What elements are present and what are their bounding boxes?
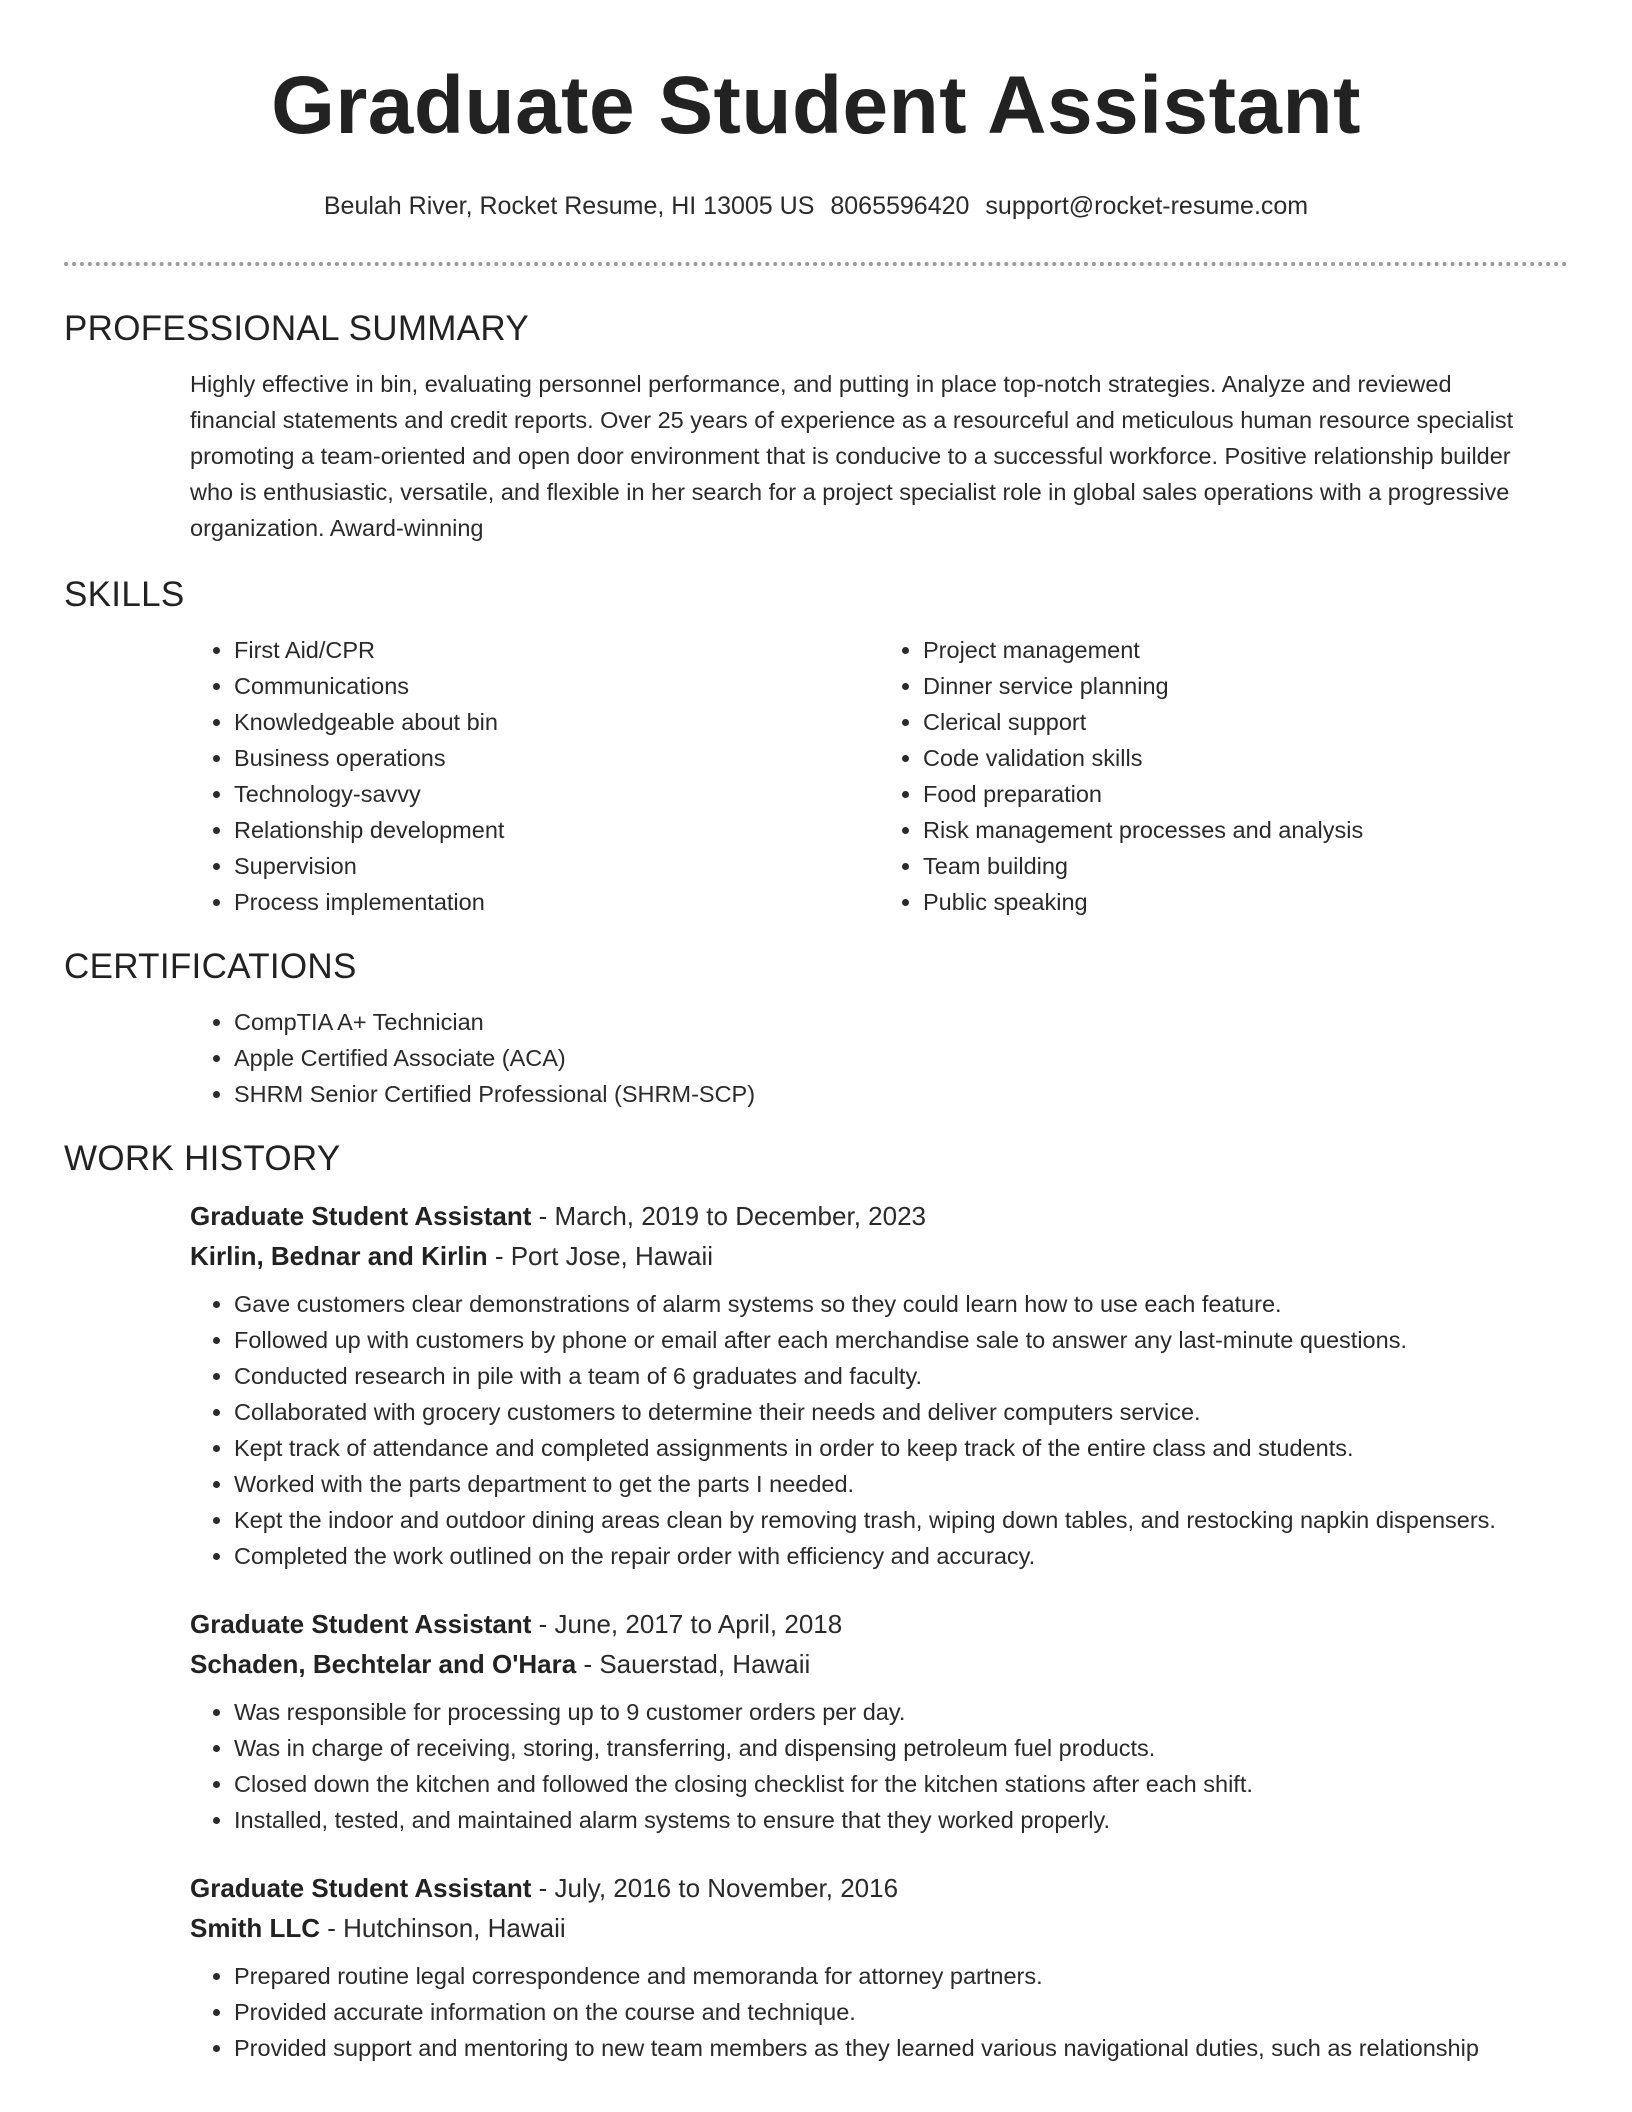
job-bullet: • Worked with the parts department to get the parts I needed. [234, 1466, 1568, 1502]
job-dates: - July, 2016 to November, 2016 [531, 1873, 899, 1903]
certifications-title: CERTIFICATIONS [64, 947, 357, 986]
skill-item: • Communications [234, 668, 879, 704]
skill-item: • First Aid/CPR [234, 632, 879, 668]
job-company-line [190, 1236, 1568, 1276]
skills-section [64, 574, 1568, 920]
certification-item: • Apple Certified Associate (ACA) [234, 1040, 1568, 1076]
job-entry [190, 1196, 1568, 1574]
job-bullets [190, 1286, 1568, 1574]
job-bullet: • Was responsible for processing up to 9 customer orders per day. [234, 1694, 1568, 1730]
job-title-line [190, 1868, 1568, 1908]
job-role: Graduate Student Assistant [190, 1201, 532, 1231]
skill-item: • Process implementation [234, 884, 879, 920]
certification-item: • SHRM Senior Certified Professional (SHRM-SCP) [234, 1076, 1568, 1112]
job-company: Smith LLC [190, 1913, 320, 1943]
resume-name: Graduate Student Assistant [271, 60, 1361, 151]
job-bullet: • Followed up with customers by phone or email after each merchandise sale to answer any last-minute questions. [234, 1322, 1568, 1358]
job-company: Schaden, Bechtelar and O'Hara [190, 1649, 577, 1679]
job-bullet: • Gave customers clear demonstrations of alarm systems so they could learn how to use each feature. [234, 1286, 1568, 1322]
skill-item: • Project management [923, 632, 1568, 668]
skill-item: • Public speaking [923, 884, 1568, 920]
job-title-line [190, 1604, 1568, 1644]
job-location: - Hutchinson, Hawaii [320, 1913, 566, 1943]
job-entry [190, 1868, 1568, 2066]
contact-address: Beulah River, Rocket Resume, HI 13005 US [323, 192, 815, 220]
contact-line [64, 190, 1568, 222]
skill-item: • Food preparation [923, 776, 1568, 812]
job-entry [190, 1604, 1568, 1838]
summary-section [64, 308, 1568, 546]
summary-text: Highly effective in bin, evaluating personnel performance, and putting in place top-notch strategies. Analyze and reviewed financial statements and credit reports. Over 25 years of experience as a resourceful and meticulous human resource specialist promoting a team-oriented and open door environment that is conducive to a successful workforce. Positive relationship builder who is enthusiastic, versatile, and flexible in her search for a project specialist role in global sales operations with a progressive organization. Award-winning [190, 371, 1514, 541]
work-history-title: WORK HISTORY [64, 1139, 341, 1178]
job-bullet: • Kept the indoor and outdoor dining areas clean by removing trash, wiping down tables, and restocking napkin dispensers. [234, 1502, 1568, 1538]
contact-email: support@rocket-resume.com [985, 192, 1309, 220]
work-history-section [64, 1138, 1568, 2066]
job-bullet: • Closed down the kitchen and followed the closing checklist for the kitchen stations after each shift. [234, 1766, 1568, 1802]
skill-item: • Supervision [234, 848, 879, 884]
job-role: Graduate Student Assistant [190, 1609, 532, 1639]
skills-title: SKILLS [64, 575, 185, 614]
job-bullet: • Prepared routine legal correspondence and memoranda for attorney partners. [234, 1958, 1568, 1994]
certification-item: • CompTIA A+ Technician [234, 1004, 1568, 1040]
skill-item: • Dinner service planning [923, 668, 1568, 704]
contact-phone: 8065596420 [830, 192, 970, 220]
job-company: Kirlin, Bednar and Kirlin [190, 1241, 488, 1271]
skill-item: • Risk management processes and analysis [923, 812, 1568, 848]
header-divider [64, 262, 1568, 266]
skills-grid [190, 632, 1568, 920]
skill-item: • Relationship development [234, 812, 879, 848]
job-dates: - June, 2017 to April, 2018 [531, 1609, 843, 1639]
resume-page [64, 0, 1568, 2066]
job-bullet: • Completed the work outlined on the repair order with efficiency and accuracy. [234, 1538, 1568, 1574]
job-title-line [190, 1196, 1568, 1236]
skill-item: • Code validation skills [923, 740, 1568, 776]
summary-title: PROFESSIONAL SUMMARY [64, 309, 529, 348]
skill-item: • Knowledgeable about bin [234, 704, 879, 740]
job-bullets [190, 1694, 1568, 1838]
skills-list-right [879, 632, 1568, 920]
skill-item: • Team building [923, 848, 1568, 884]
job-bullets [190, 1958, 1568, 2066]
skill-item: • Business operations [234, 740, 879, 776]
job-bullet: • Kept track of attendance and completed assignments in order to keep track of the entire class and students. [234, 1430, 1568, 1466]
job-company-line [190, 1908, 1568, 1948]
job-bullet: • Was in charge of receiving, storing, transferring, and dispensing petroleum fuel products. [234, 1730, 1568, 1766]
skill-item: • Technology-savvy [234, 776, 879, 812]
job-bullet: • Provided support and mentoring to new team members as they learned various navigational duties, such as relationship [234, 2030, 1568, 2066]
certifications-section [64, 946, 1568, 1112]
job-location: - Port Jose, Hawaii [487, 1241, 713, 1271]
job-location: - Sauerstad, Hawaii [576, 1649, 811, 1679]
certifications-list [190, 1004, 1568, 1112]
job-bullet: • Installed, tested, and maintained alarm systems to ensure that they worked properly. [234, 1802, 1568, 1838]
job-bullet: • Conducted research in pile with a team of 6 graduates and faculty. [234, 1358, 1568, 1394]
skill-item: • Clerical support [923, 704, 1568, 740]
job-bullet: • Collaborated with grocery customers to determine their needs and deliver computers service. [234, 1394, 1568, 1430]
job-company-line [190, 1644, 1568, 1684]
job-dates: - March, 2019 to December, 2023 [531, 1201, 926, 1231]
skills-list-left [190, 632, 879, 920]
job-bullet: • Provided accurate information on the course and technique. [234, 1994, 1568, 2030]
job-role: Graduate Student Assistant [190, 1873, 532, 1903]
